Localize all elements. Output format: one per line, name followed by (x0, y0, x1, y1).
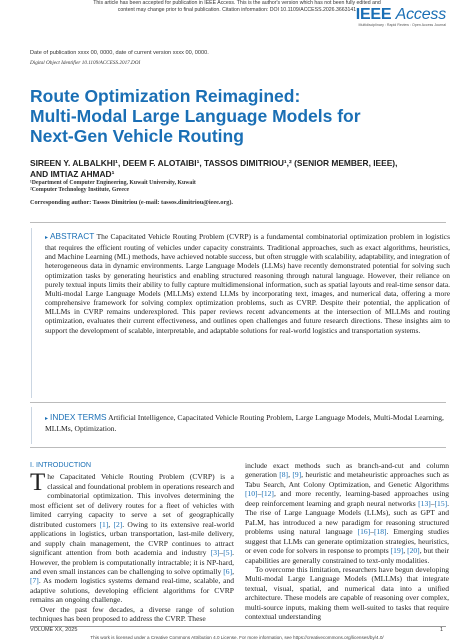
citation-link[interactable]: [2] (113, 519, 123, 529)
citation-link[interactable]: [15] (434, 498, 448, 508)
author-block (30, 158, 450, 206)
text: . The rise of Large Language Models (LLMs), such as GPT and PaLM, has introduced a new paradigm for reasoning structured problems using natural language (245, 498, 449, 537)
title-line1: Route Optimization Reimagined: (30, 86, 301, 106)
citation-link[interactable]: [12] (261, 489, 274, 499)
publication-notice-line2: content may change prior to final publication. Citation information: DOI 10.1109/ACCESS.2026.3663141 (117, 7, 357, 13)
logo-ieee-text: IEEE (355, 6, 392, 23)
citation-link[interactable]: [9] (292, 470, 302, 480)
citation-link[interactable]: [13] (418, 498, 431, 508)
citation-link[interactable]: [6] (223, 566, 233, 576)
intro-paragraph-3: To overcome this limitation, researchers have begun developing Multi-modal Large Language Models (MLLMs) that integrate textual, visual, spatial, and numerical data into a unified architecture. These models are capable of reasoning over complex, multi-source inputs, making them well-suited to tasks that require contextual understanding (245, 564, 449, 622)
text: – (219, 548, 224, 558)
text: . However, the problem is computationally intractable; it is NP-hard, and even small instances can be challenging to solve optimally (30, 548, 234, 576)
ieee-access-logo (356, 6, 446, 27)
text: . Owing to its extensive real-world applications in logistics, urban transportation, last-mile delivery, and supply chain management, the CVRP continues to attract significant attention from both academia and industry (30, 519, 235, 558)
text: – (370, 527, 374, 537)
footer-divider (30, 626, 446, 627)
intro-paragraph-2: Over the past few decades, a diverse range of solution techniques has been proposed to address the CVRP. These (30, 604, 234, 624)
abstract-label: ABSTRACT (50, 231, 95, 241)
citation-link[interactable]: [10] (245, 489, 258, 499)
authors-line2: AND IMTIAZ AHMAD¹ (30, 169, 115, 179)
index-terms-label: INDEX TERMS (50, 412, 107, 422)
text: , (288, 470, 293, 480)
volume-label: VOLUME XX, 2025 (30, 627, 78, 633)
divider (30, 222, 446, 223)
citation-link[interactable]: [20] (407, 546, 420, 556)
text: , (232, 566, 234, 576)
index-terms-text: Artificial Intelligence, Capacitated Vehicle Routing Problem, Large Language Models, Multi-Modal Learning, MLLMs, Optimization. (45, 413, 444, 434)
citation-link[interactable]: [7] (30, 576, 39, 586)
paper-title (30, 86, 450, 146)
text: , heuristic and metaheuristic approaches such as Tabu Search, Ant Colony Optimization, and Genetic Algorithms (245, 470, 449, 489)
divider (30, 447, 446, 448)
section-heading: I. INTRODUCTION (30, 460, 92, 469)
publication-dates: Date of publication xxxx 00, 0000, date of current version xxxx 00, 0000. (30, 50, 209, 56)
index-side-bar (31, 407, 32, 444)
intro-right-column (245, 461, 449, 622)
logo-access-text: Access (395, 6, 446, 23)
text: – (430, 498, 435, 508)
text: he Capacitated Vehicle Routing Problem (CVRP) is a classical and foundational problem in operations research and combinatorial optimization. This involves determining the most efficient set of delivery routes for a fleet of vehicles with limited carrying capacity to serve a set of geographically distributed customers (30, 472, 234, 529)
logo-tagline: Multidisciplinary : Rapid Review : Open Access Journal (358, 23, 446, 27)
text: – (257, 489, 262, 499)
citation-link[interactable]: [19] (390, 546, 404, 556)
page-number: 1 (440, 627, 444, 633)
authors-line1: SIREEN Y. ALBALKHI¹, DEEM F. ALOTAIBI¹, TASSOS DIMITRIOU¹,² (SENIOR MEMBER, IEEE), (30, 158, 398, 168)
affiliation-2: ²Computer Technology Institute, Greece (30, 187, 130, 193)
text: , but their capabilities are generally constrained to text-only modalities. (245, 546, 450, 565)
text: . Emerging studies suggest that LLMs can generate optimization strategies, heuristics, or even code for solvers in response to prompts (245, 527, 450, 556)
license-notice: This work is licensed under a Creative Commons Attribution 4.0 License. For more information, see https://creativecommons.org/licenses/by/4.0/ (90, 635, 384, 640)
index-terms-section (45, 413, 450, 434)
citation-link[interactable]: [8] (279, 470, 289, 480)
abstract-text: The Capacitated Vehicle Routing Problem (CVRP) is a fundamental combinatorial optimization problem in logistics that requires the efficient routing of vehicles under capacity constraints. Traditional approaches, such as exact algorithms, heuristics, and Machine Learning (ML) methods, have achieved notable success, but often struggle with scalability, adaptability, and integration of heterogeneous data in dynamic environments. Large Language Models (LLMs) have recently demonstrated potential for solving such optimization tasks by generating heuristics and enabling structured reasoning through natural language. However, their reliance on purely textual inputs limits their ability to fully capture multidimensional information, such as spatial layouts and real-time sensor data. Multi-modal Large Language Models (MLLMs) extend LLMs by incorporating text, images, and numerical data, offering a more comprehensive framework for solving complex optimization problems, such as CVRP. Despite their potential, the application of MLLMs in CVRP remains underexplored. This paper reviews recent advancements at the intersection of MLLMs and routing optimization, evaluates their current effectiveness, and outlines open challenges and future research directions. These insights aim to support the development of scalable, interpretable, and adaptable solutions for real-world logistics and transportation systems. (45, 232, 450, 335)
publication-notice-line1: This article has been accepted for publication in IEEE Access. This is the author's version which has not been fully edited and (93, 0, 381, 6)
divider (30, 402, 446, 403)
triangle-icon: ▸ (45, 416, 49, 422)
citation-link[interactable]: [3] (210, 548, 220, 558)
text: , (108, 519, 114, 529)
citation-link[interactable]: [18] (373, 527, 387, 537)
doi-line: Digital Object Identifier 10.1109/ACCESS.2017.DOI (30, 60, 141, 66)
title-line2: Multi-Modal Large Language Models for (30, 106, 361, 126)
dropcap: T (30, 469, 46, 497)
citation-link[interactable]: [5] (223, 548, 233, 558)
triangle-icon: ▸ (45, 235, 49, 241)
text: . As modern logistics systems demand real-time, scalable, and adaptive solutions, developing efficient algorithms for CVRP remains an ongoing challenge. (30, 576, 234, 605)
text: , and more recently, learning-based approaches using deep reinforcement learning and graph neural networks (245, 489, 449, 508)
affiliation-1: ¹Department of Computer Engineering, Kuwait University, Kuwait (30, 180, 196, 186)
title-line3: Next-Gen Vehicle Routing (30, 126, 244, 146)
intro-paragraph-2-continued (245, 461, 449, 565)
intro-left-column (30, 460, 234, 624)
citation-link[interactable]: [16] (357, 527, 371, 537)
abstract-side-bar (31, 228, 32, 398)
text: , (403, 546, 408, 556)
corresponding-author: Corresponding author: Tassos Dimitriou (e-mail: tassos.dimitriou@ieee.org). (30, 199, 233, 206)
abstract-section (45, 232, 450, 335)
citation-link[interactable]: [1] (99, 519, 109, 529)
intro-paragraph-1 (30, 469, 235, 605)
text: include exact methods such as branch-and-cut and column generation (245, 461, 449, 480)
